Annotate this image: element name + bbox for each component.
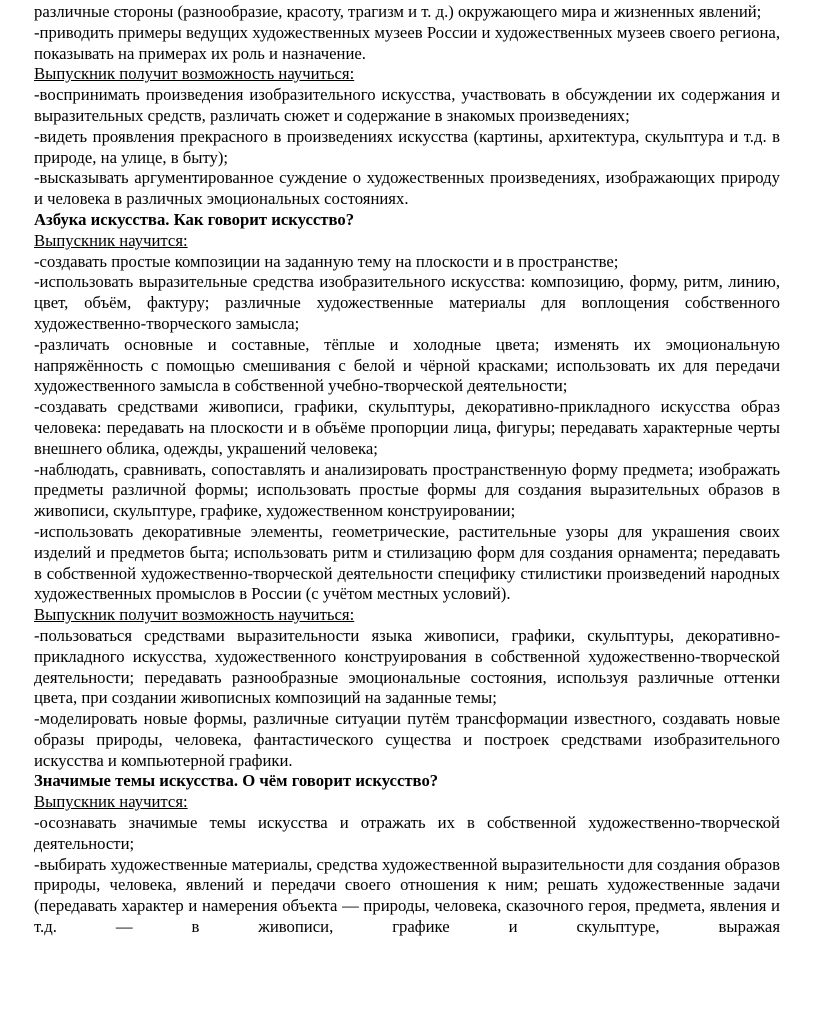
subsection-label: Выпускник научится:: [34, 792, 188, 812]
paragraph: -использовать декоративные элементы, геометрические, растительные узоры для украшения своих изделий и предметов быта; использовать ритм и стилизацию форм для создания орнамента; передавать в собственной художественно-творческой деятельности специфику стилистики произведений народных художественных промыслов в России (с учётом местных условий).: [34, 521, 780, 604]
paragraph: -моделировать новые формы, различные ситуации путём трансформации известного, создавать новые образы природы, человека, фантастического существа и построек средствами изобразительного искусства и компьютерной графики.: [34, 709, 780, 770]
paragraph: -осознавать значимые темы искусства и отражать их в собственной художественно-творческой деятельности;: [34, 813, 780, 853]
paragraph: -воспринимать произведения изобразительного искусства, участвовать в обсуждении их содержания и выразительных средств, различать сюжет и содержание в знакомых произведениях;: [34, 85, 780, 125]
section-heading: Азбука искусства. Как говорит искусство?: [34, 209, 355, 229]
paragraph: различные стороны (разнообразие, красоту, трагизм и т. д.) окружающего мира и жизненных явлений;: [34, 2, 762, 21]
paragraph: -наблюдать, сравнивать, сопоставлять и анализировать пространственную форму предмета; изображать предметы различной формы; использовать простые формы для создания выразительных образов в живописи, скульптуре, графике, художественном конструировании;: [34, 459, 780, 521]
paragraph: -высказывать аргументированное суждение о художественных произведениях, изображающих природу и человека в различных эмоциональных состояниях.: [34, 168, 780, 209]
paragraph: -создавать средствами живописи, графики, скульптуры, декоративно-прикладного искусства образ человека: передавать на плоскости и в объёме пропорции лица, фигуры; передавать характерные черты внешнего облика, одежды, украшений человека;: [34, 397, 780, 458]
paragraph: -выбирать художественные материалы, средства художественной выразительности для создания образов природы, человека, явлений и передачи своего отношения к ним; решать художественные задачи (передавать характер и намерения объекта — природы, человека, сказочного героя, предмета, явления и т.д. — в живописи, графике и скульптуре, выражая: [34, 854, 780, 937]
paragraph: -приводить примеры ведущих художественных музеев России и художественных музеев своего региона, показывать на примерах их роль и назначение.: [34, 22, 780, 63]
subsection-label: Выпускник получит возможность научиться:: [34, 605, 355, 625]
section-heading: Значимые темы искусства. О чём говорит искусство?: [34, 771, 439, 791]
paragraph: -пользоваться средствами выразительности языка живописи, графики, скульптуры, декоративно-прикладного искусства, художественного конструирования в собственной художественно-творческой деятельности; передавать разнообразные эмоциональные состояния, используя различные оттенки цвета, при создании живописных композиций на заданные темы;: [34, 625, 780, 708]
subsection-label: Выпускник научится:: [34, 230, 188, 250]
paragraph: -создавать простые композиции на заданную тему на плоскости и в пространстве;: [34, 251, 619, 271]
paragraph: -различать основные и составные, тёплые и холодные цвета; изменять их эмоциональную напряжённость с помощью смешивания с белой и чёрной красками; использовать их для передачи художественного замысла в собственной учебно-творческой деятельности;: [34, 334, 780, 396]
paragraph: -использовать выразительные средства изобразительного искусства: композицию, форму, ритм, линию, цвет, объём, фактуру; различные художественные материалы для воплощения собственного художественно-творческого замысла;: [34, 272, 780, 333]
subsection-label: Выпускник получит возможность научиться:: [34, 64, 355, 84]
paragraph: -видеть проявления прекрасного в произведениях искусства (картины, архитектура, скульптура и т.д. в природе, на улице, в быту);: [34, 126, 780, 167]
